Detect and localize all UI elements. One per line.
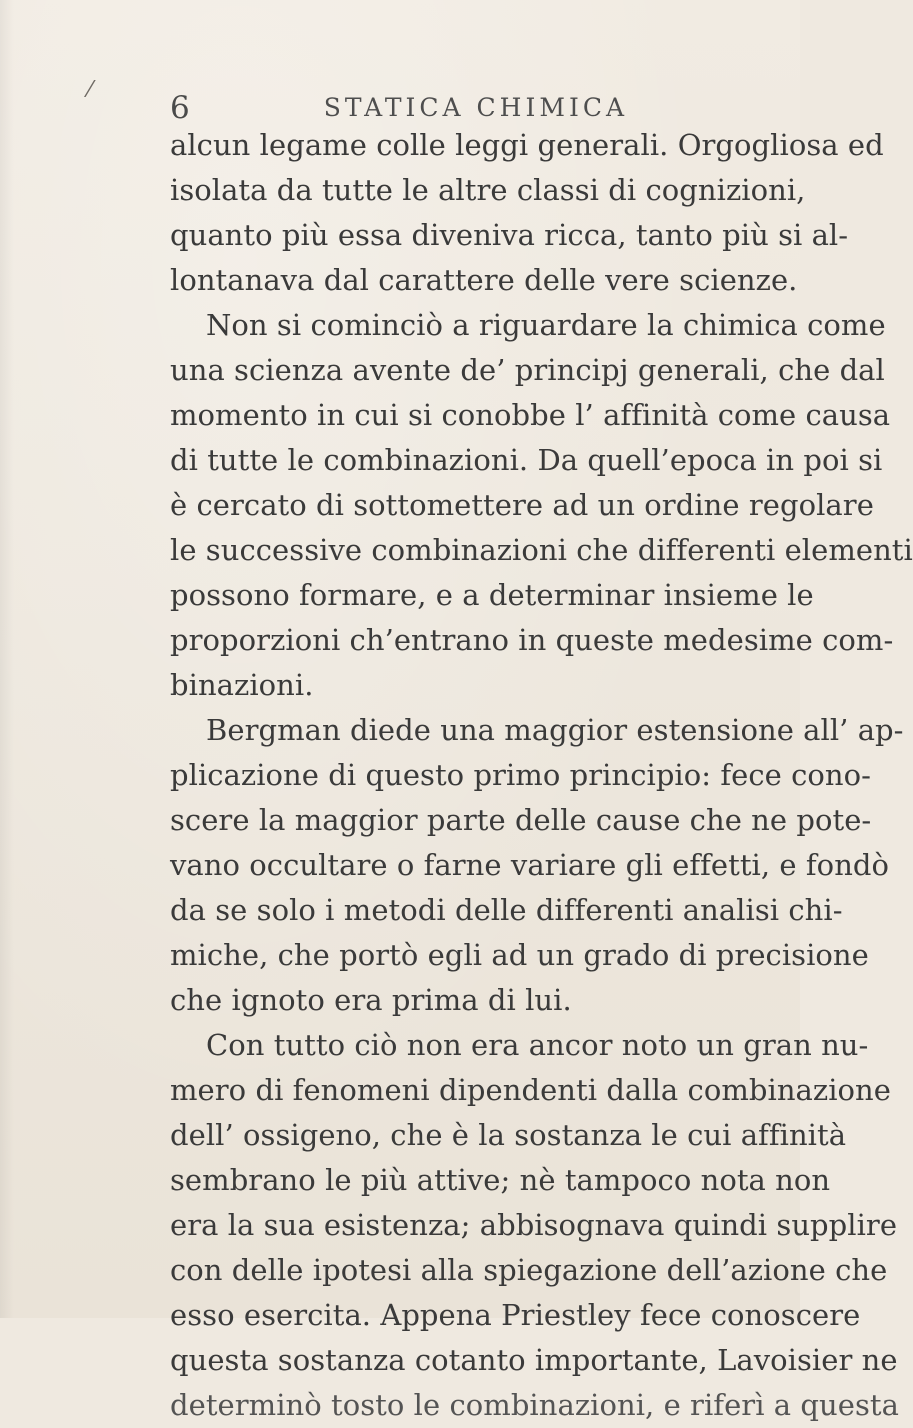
text-line: alcun legame colle leggi generali. Orgogliosa ed [170, 128, 884, 162]
paragraph-first-line: Non si cominciò a riguardare la chimica come [206, 308, 886, 342]
paragraph-first-line: Con tutto ciò non era ancor noto un gran nu- [206, 1028, 869, 1062]
text-line: era la sua esistenza; abbisognava quindi supplire [170, 1208, 898, 1242]
page-header [170, 82, 780, 126]
text-line: dell’ ossigeno, che è la sostanza le cui affinità [170, 1118, 847, 1152]
text-line: una scienza avente de’ principj generali, che dal [170, 353, 885, 387]
text-line: le successive combinazioni che differenti elementi [170, 533, 913, 567]
paragraph-first-line: Bergman diede una maggior estensione all’ ap- [206, 713, 904, 747]
text-line: di tutte le combinazioni. Da quell’epoca in poi si [170, 443, 883, 477]
body-text [170, 123, 913, 1428]
text-line: miche, che portò egli ad un grado di precisione [170, 938, 869, 972]
text-line: vano occultare o farne variare gli effetti, e fondò [170, 848, 890, 882]
text-line: che ignoto era prima di lui. [170, 983, 572, 1017]
page-number: 6 [170, 90, 190, 126]
text-line: lontanava dal carattere delle vere scienze. [170, 263, 798, 297]
corner-mark-icon: ⁄ [88, 78, 92, 103]
text-line: isolata da tutte le altre classi di cognizioni, [170, 173, 806, 207]
text-line: esso esercita. Appena Priestley fece conoscere [170, 1298, 861, 1332]
page-gutter-shadow [0, 0, 14, 1318]
text-line: quanto più essa diveniva ricca, tanto più si al- [170, 218, 849, 252]
text-line: mero di fenomeni dipendenti dalla combinazione [170, 1073, 891, 1107]
text-line: scere la maggior parte delle cause che ne pote- [170, 803, 872, 837]
text-line: con delle ipotesi alla spiegazione dell’azione che [170, 1253, 888, 1287]
running-head: STATICA CHIMICA [323, 93, 628, 122]
text-line: momento in cui si conobbe l’ affinità come causa [170, 398, 891, 432]
text-line: da se solo i metodi delle differenti analisi chi- [170, 893, 843, 927]
text-line: possono formare, e a determinar insieme le [170, 578, 814, 612]
text-line: proporzioni ch’entrano in queste medesime com- [170, 623, 894, 657]
text-line: è cercato di sottomettere ad un ordine regolare [170, 488, 874, 522]
text-line: determinò tosto le combinazioni, e riferì a questa [170, 1388, 899, 1422]
text-line: binazioni. [170, 668, 314, 702]
text-line: sembrano le più attive; nè tampoco nota non [170, 1163, 831, 1197]
text-line: questa sostanza cotanto importante, Lavoisier ne [170, 1343, 898, 1377]
text-line: plicazione di questo primo principio: fece cono- [170, 758, 872, 792]
